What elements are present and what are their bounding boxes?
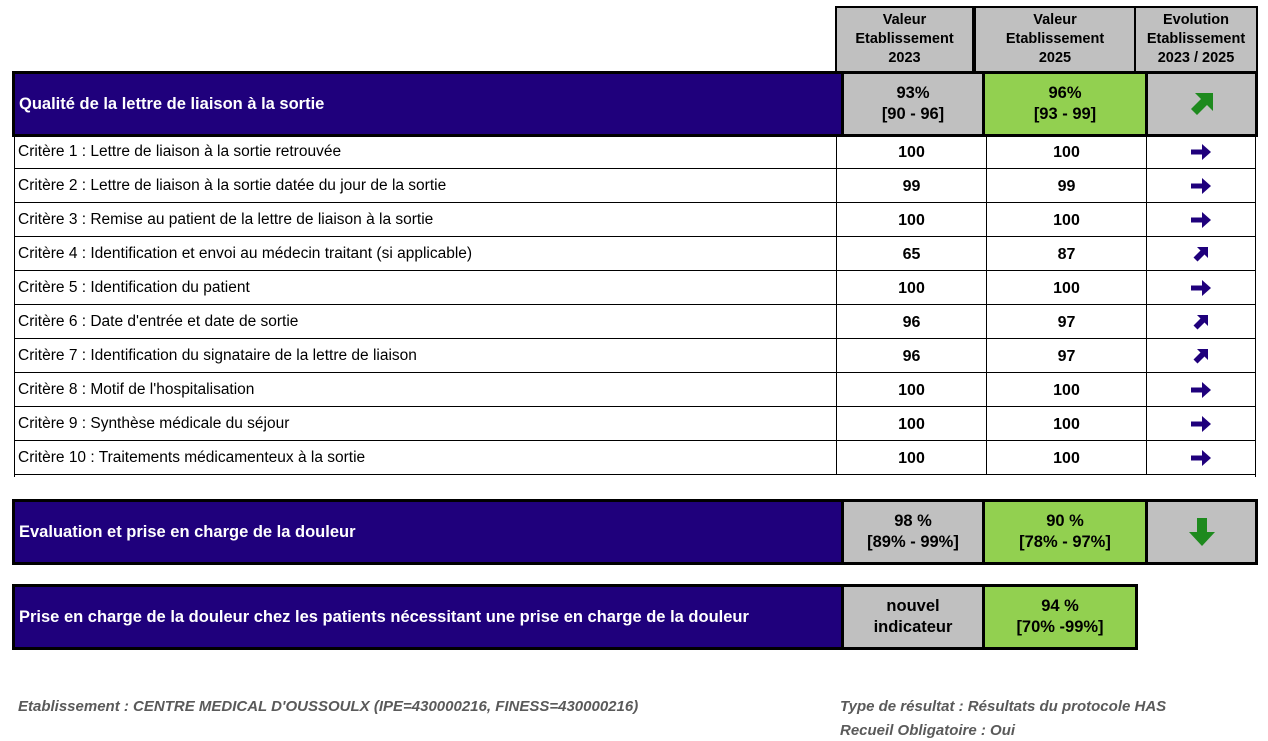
criterion-trend — [1147, 407, 1255, 440]
criteria-table — [14, 135, 1256, 477]
indicator-title: Prise en charge de la douleur chez les patients nécessitant une prise en charge de la douleur — [15, 587, 844, 647]
trend-cell — [1148, 74, 1255, 134]
criterion-value-2025: 100 — [987, 203, 1147, 236]
criterion-value-2023: 65 — [837, 237, 987, 270]
criterion-trend — [1147, 305, 1255, 338]
result-type: Type de résultat : Résultats du protocole HAS — [840, 698, 1167, 715]
criterion-trend — [1147, 373, 1255, 406]
criterion-value-2023: 96 — [837, 305, 987, 338]
criterion-label: Critère 1 : Lettre de liaison à la sortie retrouvée — [15, 135, 837, 168]
arrow-right-icon — [1190, 143, 1212, 161]
criterion-value-2025: 100 — [987, 407, 1147, 440]
arrow-right-icon — [1190, 279, 1212, 297]
arrow-right-icon — [1190, 415, 1212, 433]
criterion-label: Critère 2 : Lettre de liaison à la sortie datée du jour de la sortie — [15, 169, 837, 202]
arrow-right-icon — [1190, 381, 1212, 399]
value-2023-cell: nouvel indicateur — [844, 587, 985, 647]
table-row — [15, 271, 1255, 305]
arrow-up-right-icon — [1192, 245, 1210, 263]
criterion-trend — [1147, 339, 1255, 372]
table-row — [15, 407, 1255, 441]
criterion-value-2025: 97 — [987, 305, 1147, 338]
criterion-label: Critère 5 : Identification du patient — [15, 271, 837, 304]
value-2023-cell: 98 % [89% - 99%] — [844, 502, 985, 562]
criterion-label: Critère 8 : Motif de l'hospitalisation — [15, 373, 837, 406]
arrow-up-right-icon — [1192, 313, 1210, 331]
criterion-value-2023: 100 — [837, 373, 987, 406]
indicator-title: Evaluation et prise en charge de la douleur — [15, 502, 844, 562]
arrow-up-right-icon — [1187, 89, 1217, 119]
criterion-trend — [1147, 203, 1255, 236]
criterion-value-2023: 99 — [837, 169, 987, 202]
criterion-label: Critère 9 : Synthèse médicale du séjour — [15, 407, 837, 440]
table-row — [15, 169, 1255, 203]
establishment-info: Etablissement : CENTRE MEDICAL D'OUSSOULX (IPE=430000216, FINESS=430000216) — [18, 698, 639, 715]
value-2025-cell: 94 % [70% -99%] — [985, 587, 1135, 647]
table-row — [15, 373, 1255, 407]
criterion-trend — [1147, 237, 1255, 270]
criterion-value-2025: 100 — [987, 441, 1147, 474]
table-row — [15, 135, 1255, 169]
criterion-label: Critère 7 : Identification du signataire de la lettre de liaison — [15, 339, 837, 372]
arrow-down-icon — [1187, 516, 1217, 548]
trend-cell — [1148, 502, 1255, 562]
criterion-label: Critère 6 : Date d'entrée et date de sortie — [15, 305, 837, 338]
table-row — [15, 305, 1255, 339]
criterion-trend — [1147, 169, 1255, 202]
header-evolution: Evolution Etablissement 2023 / 2025 — [1134, 6, 1258, 73]
arrow-right-icon — [1190, 449, 1212, 467]
criterion-trend — [1147, 135, 1255, 168]
value-2025-cell: 90 % [78% - 97%] — [985, 502, 1148, 562]
arrow-right-icon — [1190, 211, 1212, 229]
criterion-value-2025: 87 — [987, 237, 1147, 270]
table-row — [15, 441, 1255, 475]
arrow-right-icon — [1190, 177, 1212, 195]
value-2025-cell: 96% [93 - 99] — [985, 74, 1148, 134]
arrow-up-right-icon — [1192, 347, 1210, 365]
criterion-value-2023: 96 — [837, 339, 987, 372]
criterion-label: Critère 3 : Remise au patient de la lettre de liaison à la sortie — [15, 203, 837, 236]
indicator-douleur-patients — [12, 584, 1138, 650]
criterion-value-2025: 99 — [987, 169, 1147, 202]
criterion-value-2023: 100 — [837, 407, 987, 440]
criterion-value-2025: 100 — [987, 135, 1147, 168]
criterion-value-2025: 100 — [987, 271, 1147, 304]
table-row — [15, 339, 1255, 373]
criterion-value-2023: 100 — [837, 271, 987, 304]
indicator-title: Qualité de la lettre de liaison à la sortie — [15, 74, 844, 134]
table-row — [15, 237, 1255, 271]
indicator-douleur — [12, 499, 1258, 565]
table-row — [15, 203, 1255, 237]
criterion-value-2023: 100 — [837, 135, 987, 168]
criterion-value-2023: 100 — [837, 203, 987, 236]
indicator-lettre-liaison — [12, 71, 1258, 137]
criterion-label: Critère 4 : Identification et envoi au médecin traitant (si applicable) — [15, 237, 837, 270]
header-value-2023: Valeur Etablissement 2023 — [835, 6, 974, 73]
criterion-label: Critère 10 : Traitements médicamenteux à la sortie — [15, 441, 837, 474]
header-value-2025: Valeur Etablissement 2025 — [974, 6, 1136, 73]
criterion-value-2025: 97 — [987, 339, 1147, 372]
criterion-trend — [1147, 271, 1255, 304]
value-2023-cell: 93% [90 - 96] — [844, 74, 985, 134]
criterion-value-2023: 100 — [837, 441, 987, 474]
criterion-value-2025: 100 — [987, 373, 1147, 406]
criterion-trend — [1147, 441, 1255, 474]
mandatory-collection: Recueil Obligatoire : Oui — [840, 722, 1016, 739]
